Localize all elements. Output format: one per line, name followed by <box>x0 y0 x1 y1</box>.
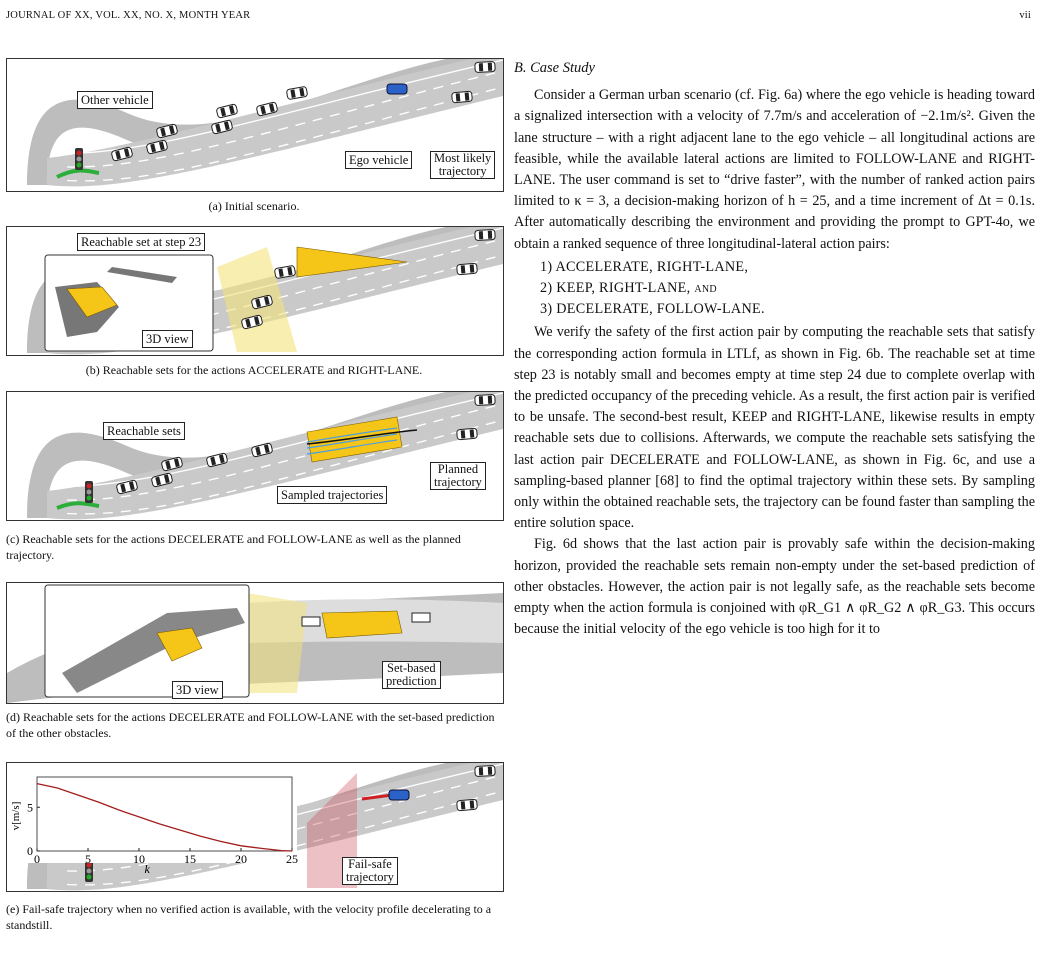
x-tick-label: 5 <box>85 852 91 866</box>
y-tick-label: 0 <box>27 844 33 858</box>
caption-6b: (b) Reachable sets for the actions ACCELERATE and RIGHT-LANE. <box>85 363 423 377</box>
label-fail-safe-trajectory: Fail-safe trajectory <box>342 857 398 885</box>
case-study-section <box>514 58 1035 640</box>
label-reachable-sets: Reachable sets <box>103 422 185 440</box>
label-most-likely-trajectory: Most likely trajectory <box>430 151 495 179</box>
list-item: 2) KEEP, RIGHT-LANE, and <box>540 280 717 297</box>
x-tick-label: 25 <box>286 852 298 866</box>
figure-6d <box>6 582 504 704</box>
y-axis-label: v[m/s] <box>10 801 22 831</box>
ego-vehicle <box>387 84 407 94</box>
paragraph-2: We verify the safety of the first action pair by computing the reachable sets that satisfy the corresponding action formula in LTLf, as shown in Fig. 6b. The reachable set at time step 23 is notably small and becomes empty at time step 24 due to complete overlap with the predicted occupancy of the preceding vehicle. As a result, the first action pair is verified to be unsafe. The second-best result, KEEP and RIGHT-LANE, likewise results in empty reachable sets due to collisions. Afterwards, we compute the reachable sets satisfying the last action pair DECELERATE and FOLLOW-LANE, as shown in Fig. 6c, and use a sampling-based planner [68] to find the optimal trajectory within these sets. By sampling only within the obtained reachable sets, the trajectory can be found faster than sampling the entire solution space. <box>514 324 1035 532</box>
label-3d-view-b: 3D view <box>142 330 193 348</box>
label-reachable-step-23: Reachable set at step 23 <box>77 233 205 251</box>
caption-6a: (a) Initial scenario. <box>208 199 300 213</box>
x-tick-label: 20 <box>235 852 247 866</box>
list-item: 3) DECELERATE, FOLLOW-LANE. <box>540 301 765 318</box>
label-sampled-trajectories: Sampled trajectories <box>277 486 387 504</box>
figure-6a <box>6 58 504 192</box>
section-heading: B. Case Study <box>514 60 595 76</box>
paragraph-1: Consider a German urban scenario (cf. Fig. 6a) where the ego vehicle is heading toward a signalized intersection with a velocity of 7.7m/s and acceleration of −2.1m/s². Given the lane structure – with a right adjacent lane to the ego vehicle – all longitudinal actions are feasible, while the available lateral actions are limited to FOLLOW-LANE and RIGHT-LANE. The user command is set to “drive faster”, with the number of ranked action pairs limited to κ = 3, a decision-making horizon of h = 25, and a time increment of Δt = 0.1s. After automatically describing the environment and providing the prompt to GPT-4o, we obtain a ranked sequence of three longitudinal-lateral action pairs: <box>514 87 1035 252</box>
x-tick-label: 15 <box>184 852 196 866</box>
label-ego-vehicle: Ego vehicle <box>345 151 412 169</box>
paragraph-3: Fig. 6d shows that the last action pair is provably safe within the decision-making horizon, provided the reachable sets remain non-empty under the set-based prediction of other obstacles. However, the action pair is not legally safe, as the reachable sets become empty when the action formula is conjoined with φR_G1 ∧ φR_G2 ∧ φR_G3. This occurs because the initial velocity of the ego vehicle is too high for it to <box>514 536 1035 638</box>
scenario-e-drawing <box>7 763 503 891</box>
label-3d-view-d: 3D view <box>172 681 223 699</box>
action-pair-list <box>514 257 1035 321</box>
x-axis-label: k <box>144 862 150 876</box>
figure-6e <box>6 762 504 892</box>
list-item: 1) ACCELERATE, RIGHT-LANE, <box>540 258 749 275</box>
x-tick-label: 10 <box>133 852 145 866</box>
caption-6d: (d) Reachable sets for the actions DECELERATE and FOLLOW-LANE with the set-based prediction of the other obstacles. <box>6 710 495 740</box>
y-tick-label: 5 <box>27 800 33 815</box>
journal-header: JOURNAL OF XX, VOL. XX, NO. X, MONTH YEAR <box>6 10 251 21</box>
caption-6c: (c) Reachable sets for the actions DECELERATE and FOLLOW-LANE as well as the planned trajectory. <box>6 532 461 562</box>
label-other-vehicle: Other vehicle <box>77 91 153 109</box>
label-planned-trajectory: Planned trajectory <box>430 462 486 490</box>
label-set-based-prediction: Set-based prediction <box>382 661 441 689</box>
scenario-a-drawing <box>7 59 503 191</box>
page-number: vii <box>1019 10 1031 21</box>
scenario-c-drawing <box>7 392 503 520</box>
figure-6c <box>6 391 504 521</box>
x-tick-label: 0 <box>34 852 40 866</box>
caption-6e: (e) Fail-safe trajectory when no verified action is available, with the velocity profile decelerating to a standstill. <box>6 902 492 932</box>
figure-6b <box>6 226 504 356</box>
